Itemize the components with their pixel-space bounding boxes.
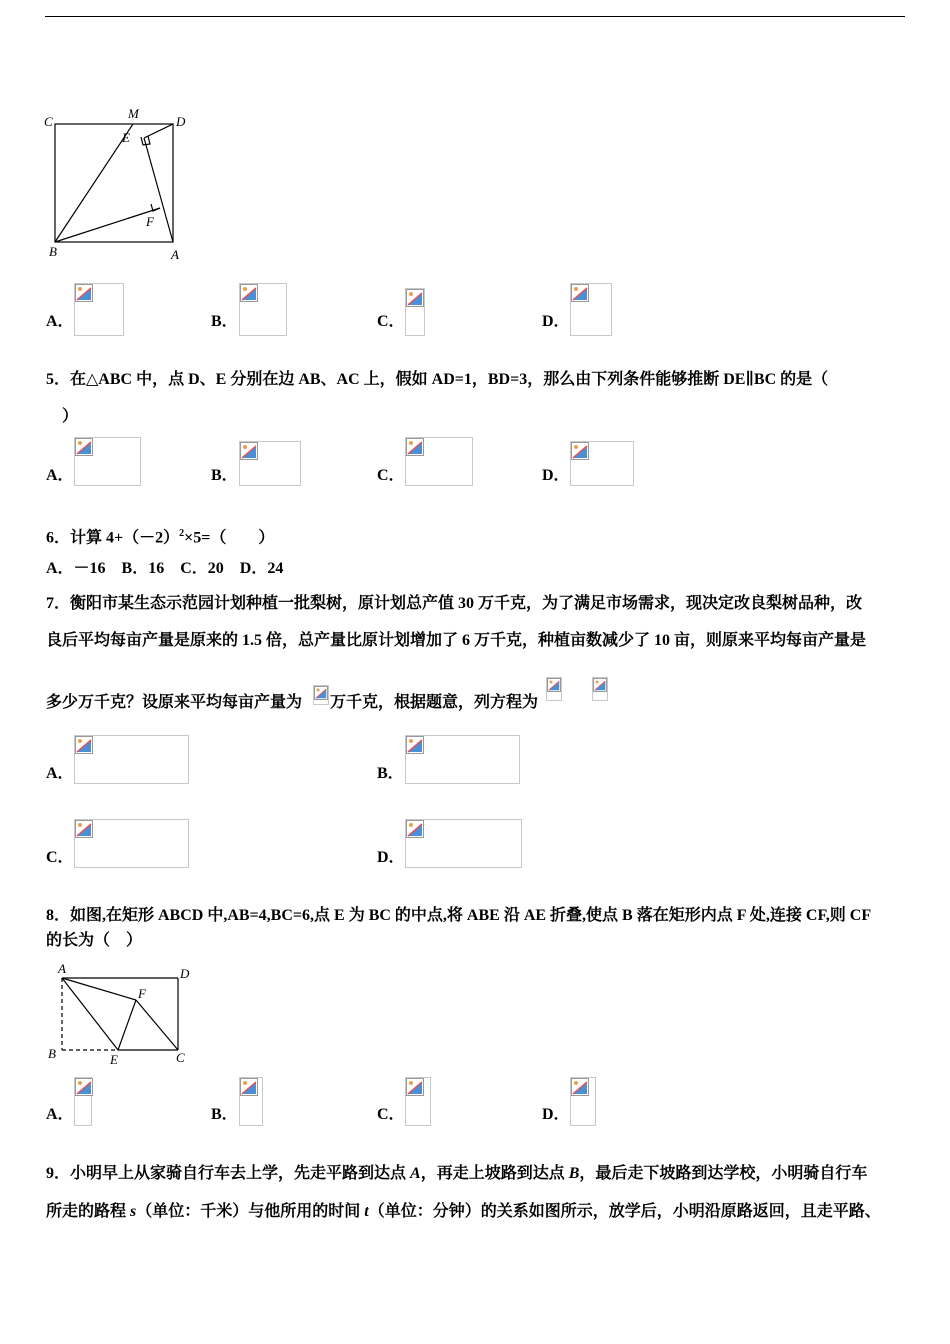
broken-image-icon — [406, 820, 424, 838]
broken-image-icon — [571, 284, 589, 302]
q8-option-b-label: B． — [211, 1106, 238, 1123]
broken-image-icon — [571, 442, 589, 460]
q7-question-line2: 良后平均每亩产量是原来的 1.5 倍，总产量比原计划增加了 6 万千克，种植亩数减少了 10 亩，则原来平均每亩产量是 — [46, 632, 867, 649]
broken-image-icon — [593, 678, 607, 692]
q5-question-line2: ） — [62, 408, 79, 425]
q7-equation-image-1 — [546, 677, 562, 701]
label-b: B — [48, 1046, 56, 1061]
label-d: D — [176, 114, 186, 129]
q7-option-c-label: C． — [46, 849, 74, 866]
q8-option-c-image — [405, 1077, 431, 1126]
broken-image-icon — [547, 678, 561, 692]
q7-question-line3b: 万千克，根据题意，列方程为 — [330, 694, 539, 711]
figure-square-cmda — [38, 104, 198, 264]
label-f: F — [146, 214, 154, 229]
q9-text-b: ，再走上坡路到达点 — [420, 1165, 569, 1182]
q9-text-c: ，最后走下坡路到达学校，小明骑自行车 — [579, 1165, 868, 1182]
q7-option-b-label: B． — [377, 765, 404, 782]
q9-var-t: t — [364, 1203, 369, 1220]
q4-option-a-label: A． — [46, 313, 74, 330]
broken-image-icon — [314, 686, 328, 700]
label-f: F — [138, 986, 146, 1001]
q5-option-c-label: C． — [377, 467, 405, 484]
broken-image-icon — [75, 1078, 93, 1096]
q9-text-f: （单位：分钟）的关系如图所示，放学后，小明沿原路返回，且走平路、 — [368, 1203, 881, 1220]
label-d: D — [180, 966, 190, 981]
label-e: E — [110, 1052, 118, 1067]
q9-text-e: （单位：千米）与他所用的时间 — [136, 1203, 365, 1220]
q8-option-d-label: D． — [542, 1106, 570, 1123]
label-m: M — [128, 106, 139, 121]
q4-option-b-image — [239, 283, 287, 336]
q6-answers: A．－16 B．16 C．20 D．24 — [46, 560, 284, 577]
broken-image-icon — [240, 1078, 258, 1096]
q9-point-a: A — [410, 1165, 421, 1182]
q9-text-a: 9．小明早上从家骑自行车去上学，先走平路到达点 — [46, 1165, 411, 1182]
q7-variable-image — [313, 685, 329, 705]
broken-image-icon — [75, 438, 93, 456]
q4-option-a-image — [74, 283, 124, 336]
q8-option-b-image — [239, 1077, 263, 1126]
q6-question — [46, 524, 274, 548]
q7-option-d-image — [405, 819, 522, 868]
broken-image-icon — [571, 1078, 589, 1096]
q5-option-a-label: A． — [46, 467, 74, 484]
label-a: A — [58, 961, 66, 976]
broken-image-icon — [406, 438, 424, 456]
q7-equation-image-2 — [592, 677, 608, 701]
label-c: C — [176, 1050, 185, 1065]
q5-option-a-image — [74, 437, 141, 486]
broken-image-icon — [75, 284, 93, 302]
q8-option-c-label: C． — [377, 1106, 405, 1123]
figure-rectangle-abcd — [40, 958, 200, 1070]
q7-option-a-image — [74, 735, 189, 784]
q5-question-line1: 5．在△ABC 中，点 D、E 分别在边 AB、AC 上，假如 AD=1，BD=3，那么由下列条件能够推断 DE∥BC 的是（ — [46, 371, 829, 388]
label-a: A — [171, 247, 179, 262]
q4-option-d-image — [570, 283, 612, 336]
label-e: E — [122, 130, 130, 145]
q5-option-d-label: D． — [542, 467, 570, 484]
q4-option-d-label: D． — [542, 313, 570, 330]
broken-image-icon — [406, 1078, 424, 1096]
q8-question-line1: 8．如图,在矩形 ABCD 中,AB=4,BC=6,点 E 为 BC 的中点,将 ABE 沿 AE 折叠,使点 B 落在矩形内点 F 处,连接 CF,则 CF — [46, 907, 872, 924]
q5-option-b-label: B． — [211, 467, 238, 484]
q4-option-c-image — [405, 288, 425, 336]
broken-image-icon — [75, 736, 93, 754]
broken-image-icon — [75, 820, 93, 838]
q7-option-a-label: A． — [46, 765, 74, 782]
broken-image-icon — [240, 442, 258, 460]
q7-option-b-image — [405, 735, 520, 784]
q8-option-a-image — [74, 1077, 92, 1126]
q6-exponent: 2 — [179, 528, 185, 539]
broken-image-icon — [406, 736, 424, 754]
q5-option-c-image — [405, 437, 473, 486]
q8-option-d-image — [570, 1077, 596, 1126]
q6-question-prefix: 6．计算 4+（－2） — [46, 529, 180, 547]
q9-var-s: s — [130, 1203, 137, 1220]
q9-question-line2 — [46, 1202, 881, 1222]
q9-question-line1 — [46, 1164, 867, 1184]
q8-question-line2: 的长为（ ） — [46, 932, 143, 949]
label-b: B — [49, 244, 57, 259]
q8-option-a-label: A． — [46, 1106, 74, 1123]
q9-point-b: B — [568, 1165, 580, 1182]
broken-image-icon — [406, 289, 424, 307]
q9-text-d: 所走的路程 — [46, 1203, 131, 1220]
q4-option-c-label: C． — [377, 313, 405, 330]
broken-image-icon — [240, 284, 258, 302]
q5-option-d-image — [570, 441, 634, 486]
top-rule — [45, 16, 905, 17]
q7-option-c-image — [74, 819, 189, 868]
q6-question-suffix: ×5=（ ） — [184, 529, 275, 547]
q7-question-line3a: 多少万千克？设原来平均每亩产量为 — [46, 694, 303, 711]
q4-option-b-label: B． — [211, 313, 238, 330]
q7-option-d-label: D． — [377, 849, 405, 866]
label-c: C — [44, 114, 53, 129]
q5-option-b-image — [239, 441, 301, 486]
q7-question-line1: 7．衡阳市某生态示范园计划种植一批梨树，原计划总产值 30 万千克，为了满足市场需求，现决定改良梨树品种，改 — [46, 595, 863, 612]
